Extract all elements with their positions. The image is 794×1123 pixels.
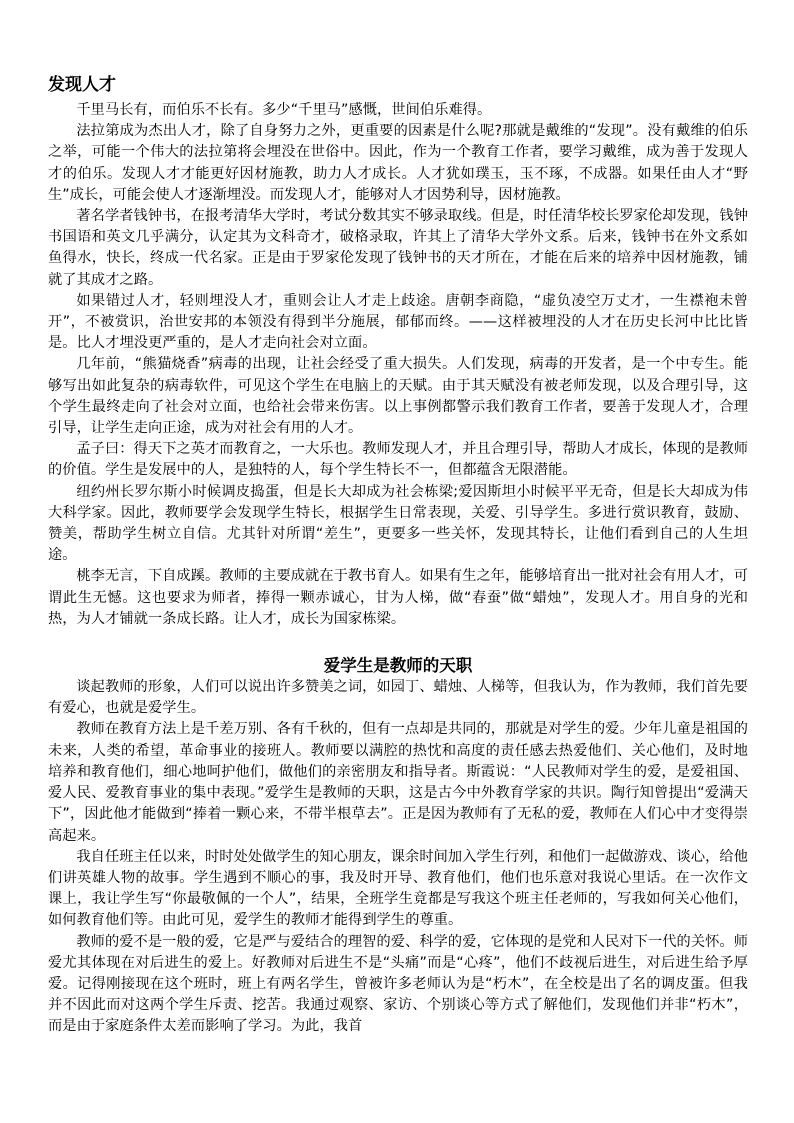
paragraph: 法拉第成为杰出人才，除了自身努力之外，更重要的因素是什么呢?那就是戴维的“发现”。没有戴维的伯乐之举，可能一个伟大的法拉第将会埋没在世俗中。因此，作为一个教育工作者，要学习戴维，成为善于发现人才的伯乐。发现人才才能更好因材施教，助力人才成长。人才犹如璞玉，玉不琢，不成器。如果任由人才“野生”成长，可能会使人才逐渐埋没。而发现人才，能够对人才因势利导，因材施教。	[48, 123, 748, 203]
paragraph: 桃李无言，下自成蹊。教师的主要成就在于教书育人。如果有生之年，能够培育出一批对社会有用人才，可谓此生无憾。这也要求为师者，捧得一颗赤诚心，甘为人梯，做“春蚕”做“蜡烛”，发现人才。用自身的光和热，为人才铺就一条成长路。让人才，成长为国家栋梁。	[48, 568, 748, 627]
paragraph: 教师在教育方法上是千差万别、各有千秋的，但有一点却是共同的，那就是对学生的爱。少年儿童是祖国的未来，人类的希望，革命事业的接班人。教师要以满腔的热忱和高度的责任感去热爱他们、关心他们，及时地培养和教育他们，细心地呵护他们，做他们的亲密朋友和指导者。斯霞说：“人民教师对学生的爱，是爱祖国、爱人民、爱教育事业的集中表现。”爱学生是教师的天职，这是古今中外教育学家的共识。陶行知曾提出“爱满天下”，因此他才能做到“捧着一颗心来，不带半根草去”。正是因为教师有了无私的爱，教师在人们心中才变得崇高起来。	[48, 721, 748, 844]
section-title-love-students: 爱学生是教师的天职	[323, 656, 473, 676]
document-page	[48, 74, 748, 1038]
paragraph: 谈起教师的形象，人们可以说出许多赞美之词，如园丁、蜡烛、人梯等，但我认为，作为教师，我们首先要有爱心，也就是爱学生。	[48, 679, 748, 717]
paragraph: 著名学者钱钟书，在报考清华大学时，考试分数其实不够录取线。但是，时任清华校长罗家伦却发现，钱钟书国语和英文几乎满分，认定其为文科奇才，破格录取，许其上了清华大学外文系。后来，钱钟书在外文系如鱼得水，快长，终成一代名家。正是由于罗家伦发现了钱钟书的天才所在，才能在后来的培养中因材施教，铺就了其成才之路。	[48, 208, 748, 288]
paragraph: 我自任班主任以来，时时处处做学生的知心朋友，课余时间加入学生行列，和他们一起做游戏、谈心，给他们讲英雄人物的故事。学生遇到不顺心的事，我及时开导、教育他们，他们也乐意对我说心里话。在一次作文课上，我让学生写“你最敬佩的一个人”，结果，全班学生竟都是写我这个班主任老师的，写我如何关心他们，如何教育他们等。由此可见，爱学生的教师才能得到学生的尊重。	[48, 848, 748, 929]
section-title-discover-talent: 发现人才	[48, 75, 116, 95]
paragraph: 千里马长有，而伯乐不长有。多少“千里马”感慨，世间伯乐难得。	[76, 102, 492, 118]
paragraph: 如果错过人才，轻则埋没人才，重则会让人才走上歧途。唐朝李商隐，“虚负凌空万丈才，一生襟袍未曾开”，不被赏识，治世安邦的本领没有得到半分施展，郁郁而终。——这样被埋没的人才在历史长河中比比皆是。比人才埋没更严重的，是人才走向社会对立面。	[48, 292, 748, 352]
paragraph: 纽约州长罗尔斯小时候调皮捣蛋，但是长大却成为社会栋梁;爱因斯坦小时候平平无奇，但是长大却成为伟大科学家。因此，教师要学会发现学生特长，根据学生日常表现，关爱、引导学生。多进行赏识教育，鼓励、赞美，帮助学生树立自信。尤其针对所谓“差生”，更要多一些关怀，发现其特长，让他们看到自己的人生坦途。	[48, 483, 748, 564]
paragraph: 孟子曰：得天下之英才而教育之，一大乐也。教师发现人才，并且合理引导，帮助人才成长，体现的是教师的价值。学生是发展中的人，是独特的人，每个学生特长不一，但都蕴含无限潜能。	[48, 441, 748, 479]
paragraph: 教师的爱不是一般的爱，它是严与爱结合的理智的爱、科学的爱，它体现的是党和人民对下一代的关怀。师爱尤其体现在对后进生的爱上。好教师对后进生不是“头痛”而是“心疼”，他们不歧视后进生，对后进生给予厚爱。记得刚接现在这个班时，班上有两名学生，曾被许多老师认为是“朽木”，在全校是出了名的调皮蛋。但我并不因此而对这两个学生斥责、挖苦。我通过观察、家访、个别谈心等方式了解他们，发现他们并非“朽木”，而是由于家庭条件太差而影响了学习。为此，我首	[48, 933, 748, 1035]
paragraph: 几年前，“熊猫烧香”病毒的出现，让社会经受了重大损失。人们发现，病毒的开发者，是一个中专生。能够写出如此复杂的病毒软件，可见这个学生在电脑上的天赋。由于其天赋没有被老师发现，以及合理引导，这个学生最终走向了社会对立面，也给社会带来伤害。以上事例都警示我们教育工作者，要善于发现人才，合理引导，让学生走向正途，成为对社会有用的人才。	[48, 356, 748, 437]
